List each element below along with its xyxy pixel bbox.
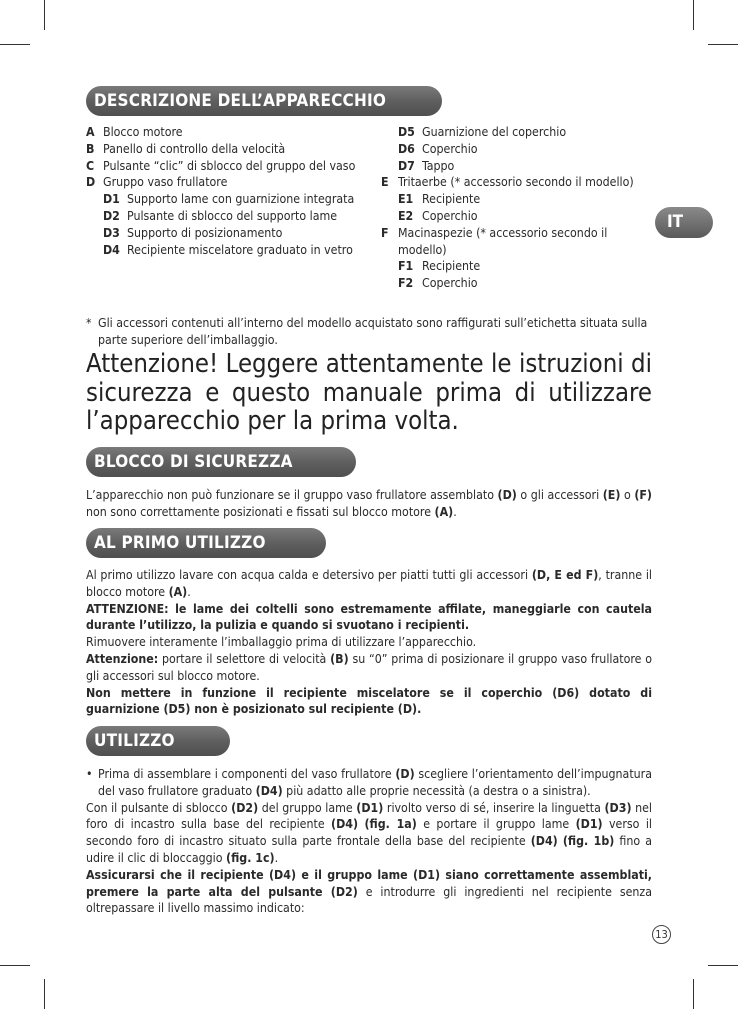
list-item: F Macinaspezie (* accessorio secondo il modello): [381, 225, 608, 257]
list-item: D1 Supporto lame con guarnizione integrata: [103, 192, 355, 207]
crop-mark: [693, 979, 694, 1009]
crop-mark: [44, 979, 45, 1009]
blocco-text: L’apparecchio non può funzionare se il gruppo vaso frullatore assemblato (D) o gli accessori (E) o (F) non sono correttamente posizionati e fissati sul blocco motore (A).: [86, 488, 652, 519]
parts-list-left: [86, 124, 356, 258]
page-number: 13: [652, 925, 671, 944]
section-header-primo-utilizzo: AL PRIMO UTILIZZO: [86, 528, 326, 558]
list-item: D5 Guarnizione del coperchio: [398, 125, 567, 139]
list-item: F2 Coperchio: [398, 276, 478, 291]
list-item: D7 Tappo: [398, 158, 455, 173]
list-item: D3 Supporto di posizionamento: [103, 225, 283, 240]
crop-mark: [0, 44, 30, 45]
utilizzo-text: • Prima di assemblare i componenti del vaso frullatore (D) scegliere l’orientamento dell’impugnatura del vaso frullatore graduato (D4) più adatto alle proprie necessità (a destra o a sinistra). Con il pulsante di sblocco (D2) del gruppo lame (D1) rivolto verso di sé, inserire la linguetta (D3) nel foro di incastro sulla base del recipiente (D4) (fig. 1a) e portare il gruppo lame (D1) verso il secondo foro di incastro situato sulla parte frontale della base del recipiente (D4) (fig. 1b) fino a udire il clic di bloccaggio (fig. 1c). Assicurarsi che il recipiente (D4) e il gruppo lame (D1) siano correttamente assemblati, premere la parte alta del pulsante (D2) e introdurre gli ingredienti nel recipiente senza oltrepassare il livello massimo indicato:: [86, 767, 653, 916]
list-item: D4 Recipiente miscelatore graduato in vetro: [103, 242, 353, 257]
warning-title: Attenzione! Leggere attentamente le istruzioni di sicurezza e questo manuale prima di utilizzare l’apparecchio per la prima volta.: [86, 349, 652, 436]
list-item: E2 Coperchio: [398, 208, 478, 223]
crop-mark: [708, 965, 738, 966]
section-header-blocco: BLOCCO DI SICUREZZA: [86, 447, 356, 477]
section-header-utilizzo: UTILIZZO: [86, 726, 230, 756]
list-item: C Pulsante “clic” di sblocco del gruppo del vaso: [86, 158, 356, 173]
list-item: E1 Recipiente: [398, 192, 481, 207]
crop-mark: [708, 44, 738, 45]
section-header-descrizione: DESCRIZIONE DELL’APPARECCHIO: [86, 86, 442, 116]
primo-utilizzo-text: Al primo utilizzo lavare con acqua calda e detersivo per piatti tutti gli accessori (D, E ed F), tranne il blocco motore (A). ATTENZIONE: le lame dei coltelli sono estremamente affilate, maneggiarle con cautela durante l’utilizzo, la pulizia e quando si svuotano i recipienti. Rimuovere interamente l’imballaggio prima di utilizzare l’apparecchio. Attenzione: portare il selettore di velocità (B) su “0” prima di posizionare il gruppo vaso frullatore o gli accessori sul blocco motore. Non mettere in funzione il recipiente miscelatore se il coperchio (D6) dotato di guarnizione (D5) non è posizionato sul recipiente (D).: [86, 568, 653, 717]
list-item: A Blocco motore: [86, 125, 183, 139]
list-item: E Tritaerbe (* accessorio secondo il modello): [381, 175, 634, 190]
crop-mark: [693, 0, 694, 30]
list-item: D6 Coperchio: [398, 141, 478, 156]
list-item: D Gruppo vaso frullatore: [86, 175, 228, 190]
list-item: F1 Recipiente: [398, 259, 481, 274]
accessory-note: * Gli accessori contenuti all’interno del modello acquistato sono raffigurati sull’etichetta situata sulla parte superiore dell’imballaggio.: [86, 316, 648, 347]
crop-mark: [44, 0, 45, 30]
list-item: • Prima di assemblare i componenti del vaso frullatore (D) scegliere l’orientamento dell’impugnatura del vaso frullatore graduato (D4) più adatto alle proprie necessità (a destra o a sinistra).: [86, 767, 652, 798]
list-item: B Panello di controllo della velocità: [86, 141, 286, 156]
parts-list-right: [381, 124, 653, 292]
list-item: D2 Pulsante di sblocco del supporto lame: [103, 208, 338, 223]
crop-mark: [0, 965, 30, 966]
language-tab: IT: [655, 207, 713, 238]
